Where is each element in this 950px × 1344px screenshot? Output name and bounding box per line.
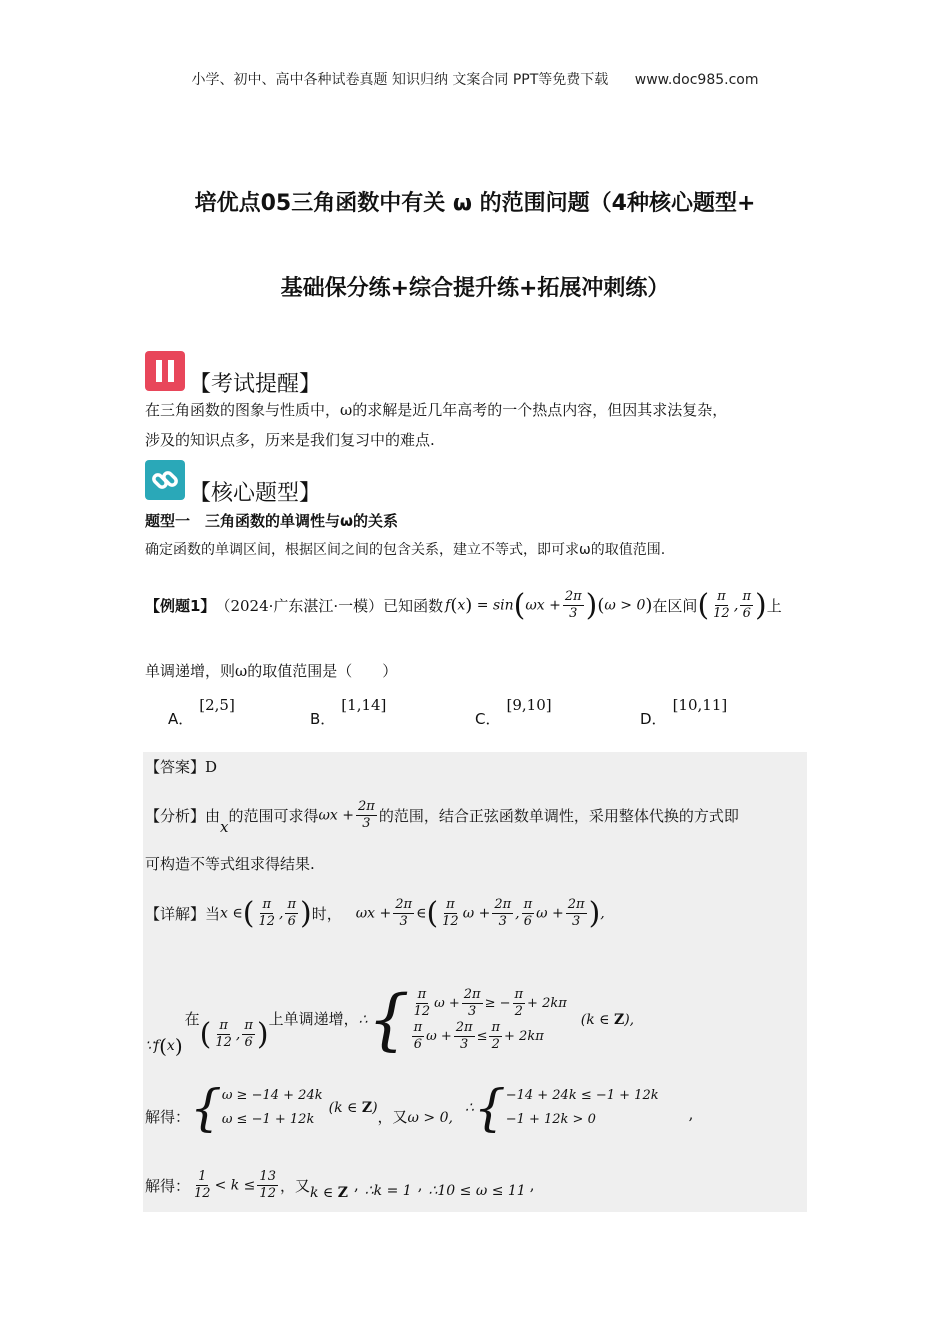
inequality-system-1: ∴ { $\frac{\pi}{12}$ ω + $\frac{2\pi}{3}$ ≥ − $\frac{\pi}{2}$ + 2kπ $\frac{\pi}{6}$ ω + $\frac{2\pi}{3}$ ≤ $\frac{\pi}{2}$ + 2kπ (k ∈ Z),: [358, 981, 635, 1058]
solve-system-2: ∴ { −14 + 24k ≤ −1 + 12k −1 + 12k > 0: [464, 1079, 659, 1137]
pause-icon: [145, 351, 185, 391]
analysis-line-2: 可构造不等式组求得结果.: [145, 855, 315, 873]
option-a-value: [2,5]: [199, 696, 235, 714]
example-source: （2024·广东湛江·一模）已知函数: [215, 596, 444, 615]
option-d-label: D．: [640, 710, 667, 728]
option-d-value: [10,11]: [672, 696, 728, 714]
option-d[interactable]: [640, 696, 728, 729]
also-positive: ，又: [377, 1107, 408, 1126]
title-line-1: 培优点05三角函数中有关 ω 的范围问题（4种核心题型+: [194, 191, 756, 216]
solve2-label: 解得：: [145, 1176, 191, 1195]
type1-heading: 题型一 三角函数的单调性与ω的关系: [145, 512, 399, 530]
example-mid: 在区间: [652, 596, 698, 615]
detail-when: 时，: [311, 904, 342, 923]
solve-system-1: { ω ≥ −14 + 24k ω ≤ −1 + 12k (k ∈ Z): [190, 1079, 378, 1137]
option-b-value: [1,14]: [341, 696, 387, 714]
mono-text: 在: [184, 1009, 200, 1028]
result-omega: ∴10 ≤ ω ≤ 11: [428, 1183, 526, 1199]
option-c-value: [9,10]: [506, 696, 552, 714]
option-a[interactable]: [168, 696, 235, 729]
title-line-2: 基础保分练+综合提升练+拓展冲刺练）: [280, 276, 670, 301]
option-c[interactable]: [475, 696, 552, 729]
section-exam-reminder: [145, 351, 322, 397]
k-range: $\frac{1}{12}$ < k ≤ $\frac{13}{12}$: [194, 1168, 276, 1201]
link-icon: [145, 460, 185, 500]
detail-label: 【详解】当: [145, 904, 221, 923]
analysis-line: [145, 790, 810, 840]
header-site[interactable]: www.doc985.com: [634, 72, 759, 88]
section-title: 【核心题型】: [189, 480, 322, 506]
answer-label: 【答案】D: [145, 758, 218, 776]
k-in-z: k ∈ Z: [309, 1185, 348, 1201]
solve-line-2: 解得： $\frac{1}{12}$ < k ≤ $\frac{13}{12}$ ，又 k ∈ Z , ∴k = 1 , ∴10 ≤ ω ≤ 11 ,: [145, 1168, 535, 1201]
mono-tail: 上单调递增，: [268, 1009, 359, 1028]
analysis-label: 【分析】由: [145, 806, 221, 825]
x-interval: x ∈( $\frac{\pi}{12}$ , $\frac{\pi}{6}$ ): [220, 895, 312, 931]
var-x: x: [220, 818, 229, 836]
reminder-line-2: 涉及的知识点多，历来是我们复习中的难点.: [145, 431, 435, 449]
option-b-label: B．: [310, 710, 336, 728]
header-text: 小学、初中、高中各种试卷真题 知识归纳 文案合同 PPT等免费下载: [191, 72, 609, 88]
page-header: [0, 69, 950, 89]
example-end: 上: [766, 596, 782, 615]
also-z: ，又: [279, 1176, 310, 1195]
option-b[interactable]: [310, 696, 387, 729]
example-1-line: [145, 575, 782, 635]
phase-interval: ωx + $\frac{2\pi}{3}$ ∈( $\frac{\pi}{12}$ ω + $\frac{2\pi}{3}$ , $\frac{\pi}{6}$ ω + $\frac{2\pi}{3}$ ),: [355, 895, 605, 931]
mono-interval: ( $\frac{\pi}{12}$ , $\frac{\pi}{6}$ ): [199, 1016, 269, 1052]
omega-positive: ω > 0,: [407, 1110, 453, 1126]
option-c-label: C．: [475, 710, 501, 728]
since-f: ∵f(x): [145, 1034, 183, 1058]
reminder-line-1: 在三角函数的图象与性质中，ω的求解是近几年高考的一个热点内容，但因其求法复杂，: [145, 401, 728, 419]
section-title: 【考试提醒】: [189, 371, 322, 397]
example-label: 【例题1】: [145, 596, 216, 615]
analysis-mid: 的范围可求得: [228, 806, 319, 825]
solve-line-1: 解得： { ω ≥ −14 + 24k ω ≤ −1 + 12k (k ∈ Z) ，又 ω > 0, ∴ { −14 + 24k ≤ −1 + 12k −1 + 12k > 0 ,: [145, 1079, 694, 1137]
analysis-tail: 的范围，结合正弦函数单调性，采用整体代换的方式即: [378, 806, 739, 825]
reminder-paragraph: [145, 395, 810, 455]
phase-expression: ωx + $\frac{2\pi}{3}$: [318, 798, 375, 831]
option-a-label: A．: [168, 710, 194, 728]
example-line-2: 单调递增，则ω的取值范围是（ ）: [145, 662, 398, 680]
function-formula: f(x) = sin(ωx + $\frac{2\pi}{3}$ )(ω > 0): [445, 587, 653, 623]
type1-description: 确定函数的单调区间，根据区间之间的包含关系，建立不等式，即可求ω的取值范围.: [145, 542, 666, 558]
result-k: ∴k = 1: [364, 1183, 412, 1199]
monotonic-condition: [145, 975, 810, 1065]
solve1-label: 解得：: [145, 1107, 191, 1126]
section-core-types: [145, 460, 322, 506]
detail-line: [145, 883, 810, 943]
interval-formula: ( $\frac{\pi}{12}$ , $\frac{\pi}{6}$ ): [697, 587, 767, 623]
